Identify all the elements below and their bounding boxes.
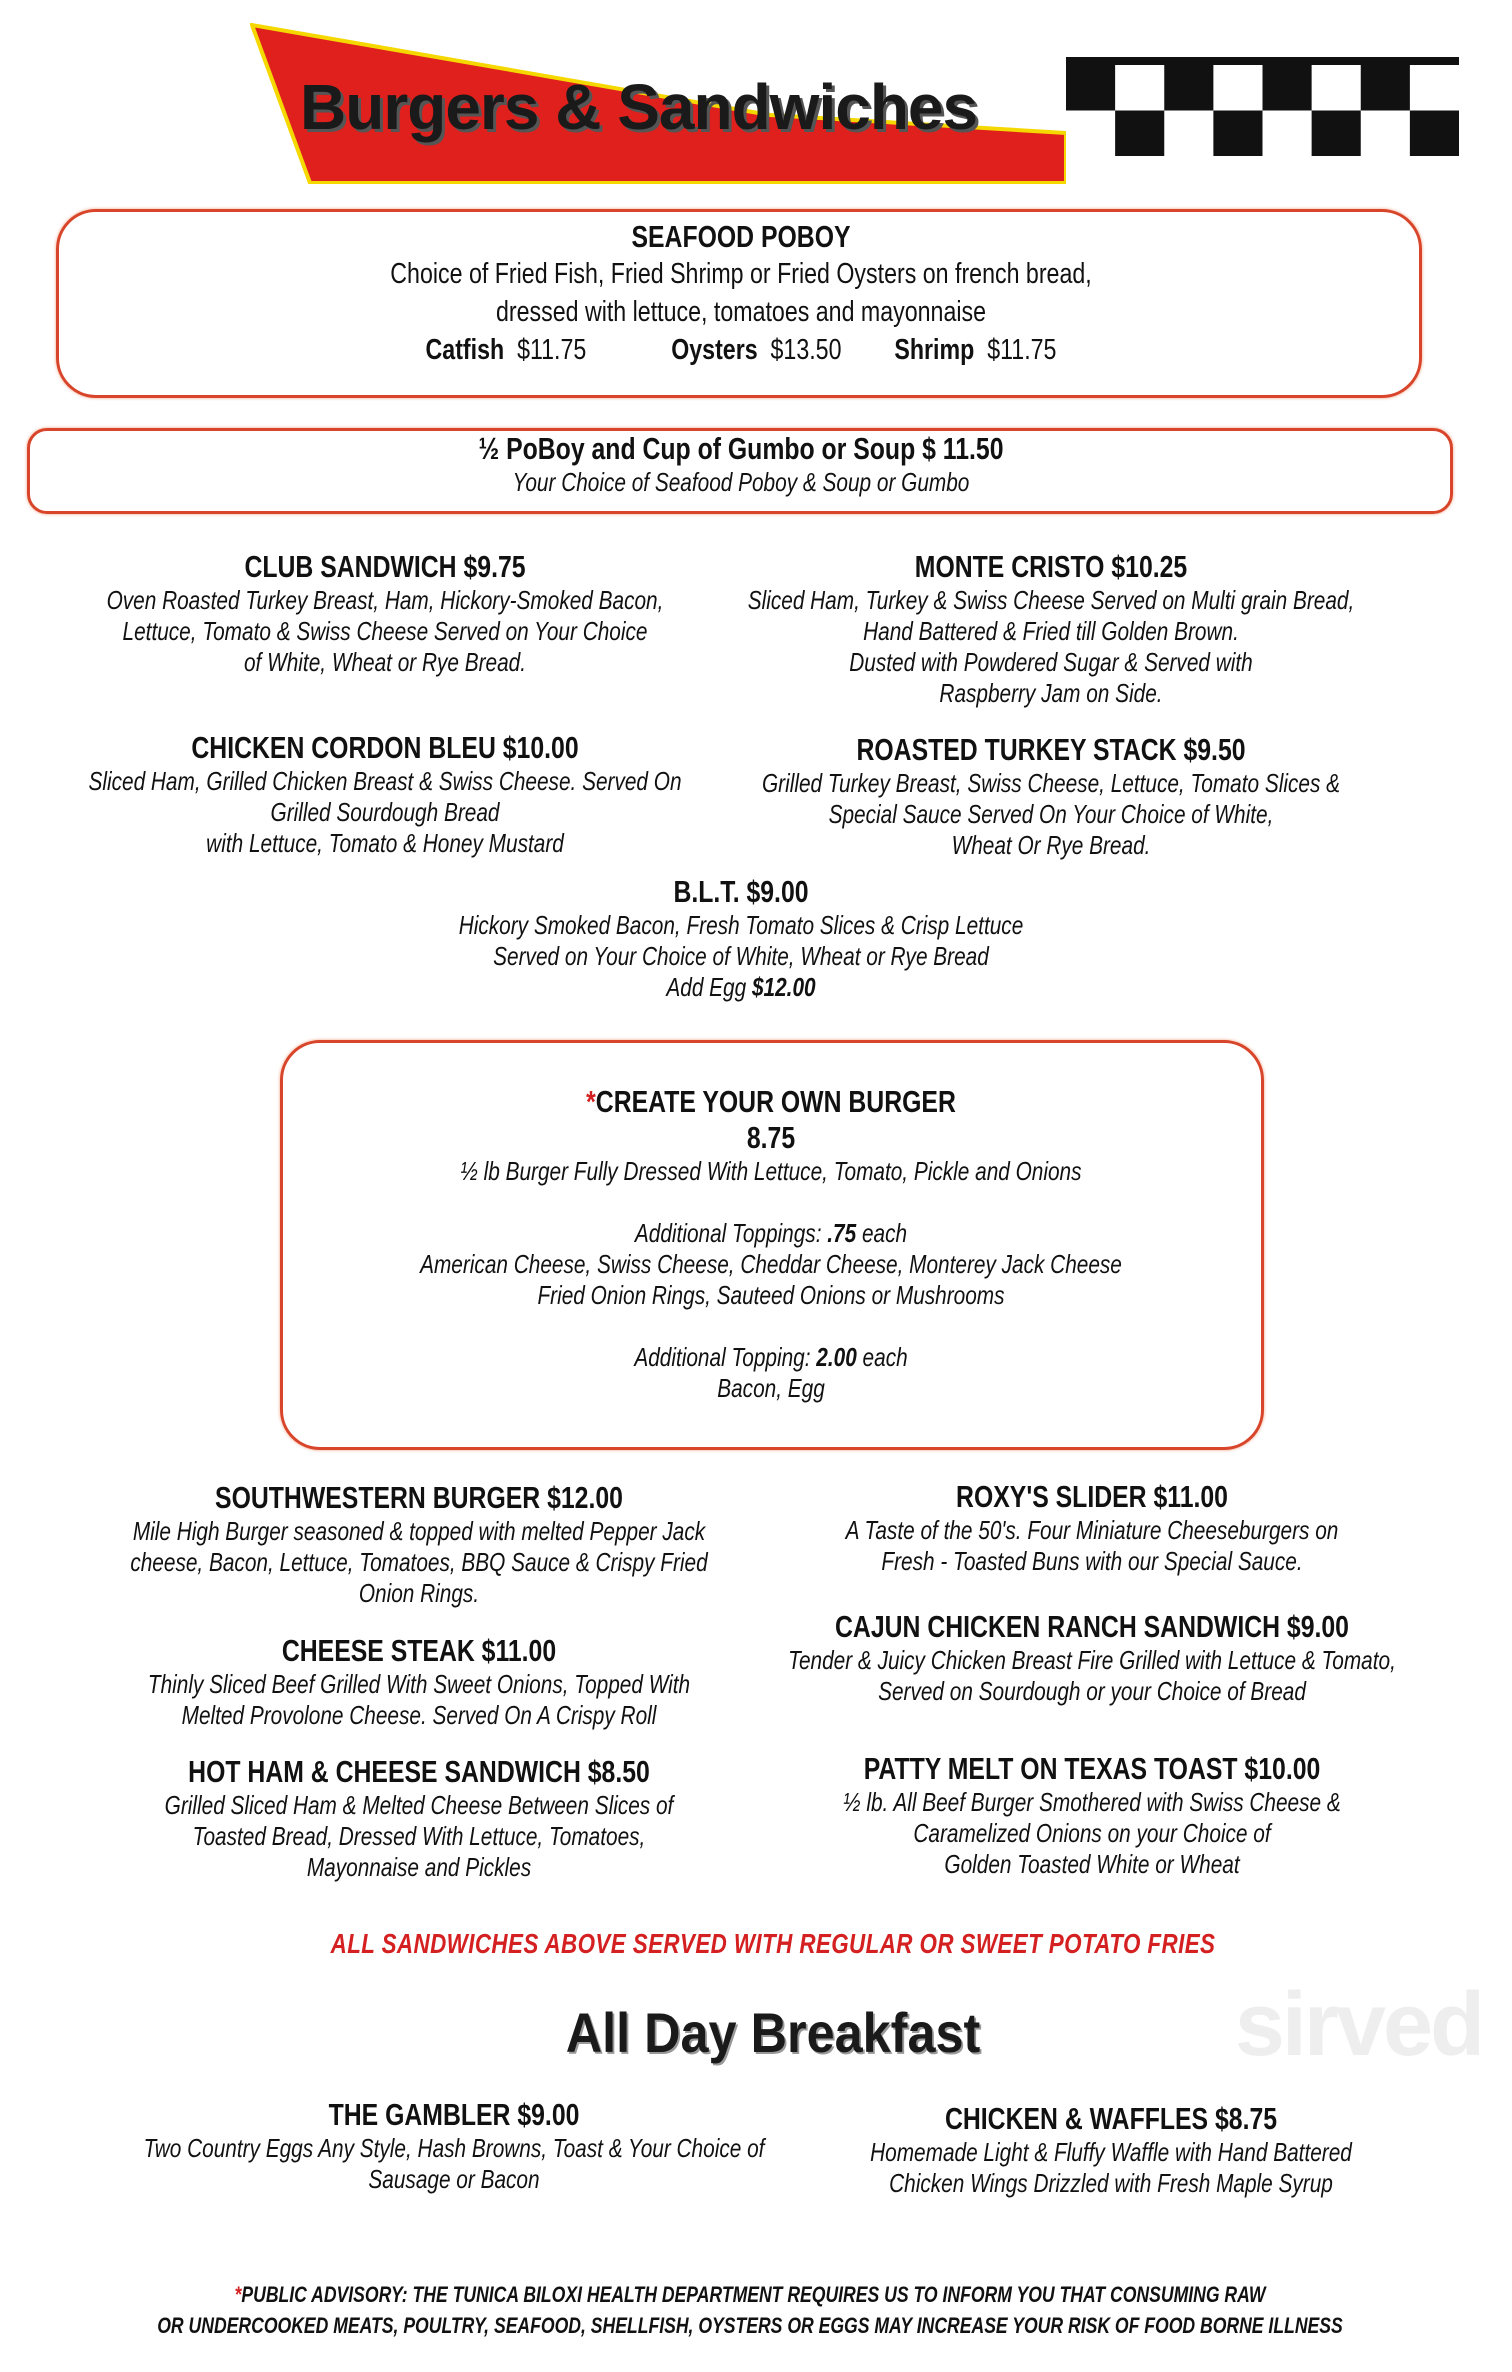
add-egg-line xyxy=(459,972,1024,1003)
price-row xyxy=(390,331,1091,369)
item-title: SOUTHWESTERN BURGER $12.00 xyxy=(215,1480,623,1515)
price: $11.75 xyxy=(517,334,587,366)
item-description: Wheat Or Rye Bread. xyxy=(951,830,1151,860)
menu-item-roxys-slider xyxy=(846,1479,1339,1577)
menu-item-the-gambler xyxy=(144,2097,765,2195)
item-description: A Taste of the 50's. Four Miniature Cheeseburgers on xyxy=(845,1515,1339,1545)
item-description: Oven Roasted Turkey Breast, Ham, Hickory-Smoked Bacon, xyxy=(106,585,664,615)
price: .75 xyxy=(827,1218,857,1248)
price-label: Oysters xyxy=(671,334,758,366)
title-text: CREATE YOUR OWN BURGER xyxy=(595,1084,956,1119)
item-title: CAJUN CHICKEN RANCH SANDWICH $9.00 xyxy=(835,1609,1349,1644)
checker-square xyxy=(1115,111,1164,157)
item-description: Served on Sourdough or your Choice of Bread xyxy=(878,1676,1306,1706)
item-description: Hand Battered & Fried till Golden Brown. xyxy=(863,616,1239,646)
item-title: ROXY'S SLIDER $11.00 xyxy=(956,1479,1228,1514)
item-title: THE GAMBLER $9.00 xyxy=(328,2097,580,2132)
item-title: B.L.T. $9.00 xyxy=(673,874,809,909)
item-title: PATTY MELT ON TEXAS TOAST $10.00 xyxy=(863,1751,1321,1786)
checker-square xyxy=(1361,65,1410,111)
item-description: Grilled Sliced Ham & Melted Cheese Between Slices of xyxy=(164,1790,674,1820)
checker-square xyxy=(1213,111,1262,157)
menu-item-southwestern-burger xyxy=(130,1480,707,1609)
item-description: Onion Rings. xyxy=(358,1578,480,1608)
item-description: Thinly Sliced Beef Grilled With Sweet Onions, Topped With xyxy=(147,1669,691,1699)
item-description: Served on Your Choice of White, Wheat or Rye Bread xyxy=(493,941,989,971)
item-description: with Lettuce, Tomato & Honey Mustard xyxy=(206,828,564,858)
item-description: Sausage or Bacon xyxy=(368,2164,540,2194)
advisory-line xyxy=(157,2279,1343,2310)
menu-item-blt xyxy=(459,874,1024,1003)
item-description: Hickory Smoked Bacon, Fresh Tomato Slices & Crisp Lettuce xyxy=(458,910,1024,940)
item-title: ROASTED TURKEY STACK $9.50 xyxy=(856,732,1246,767)
item-description: Lettuce, Tomato & Swiss Cheese Served on Your Choice xyxy=(122,616,648,646)
item-description: Toasted Bread, Dressed With Lettuce, Tomatoes, xyxy=(192,1821,646,1851)
watermark: sirved xyxy=(1234,1975,1482,2075)
item-description: Dusted with Powdered Sugar & Served with xyxy=(849,647,1253,677)
menu-item-monte-cristo xyxy=(748,549,1355,709)
item-description: Sliced Ham, Turkey & Swiss Cheese Served on Multi grain Bread, xyxy=(747,585,1355,615)
item-description: Special Sauce Served On Your Choice of White, xyxy=(828,799,1274,829)
price: $13.50 xyxy=(770,334,842,366)
section-title-burgers-sandwiches: Burgers & Sandwiches xyxy=(300,71,978,143)
item-description: Homemade Light & Fluffy Waffle with Hand Battered xyxy=(870,2137,1352,2167)
item-description: Two Country Eggs Any Style, Hash Browns, Toast & Your Choice of xyxy=(143,2133,765,2163)
item-description: Grilled Turkey Breast, Swiss Cheese, Lettuce, Tomato Slices & xyxy=(761,768,1341,798)
item-title: SEAFOOD POBOY xyxy=(631,219,851,254)
item-description: ½ lb. All Beef Burger Smothered with Swiss Cheese & xyxy=(843,1787,1341,1817)
price-label: Shrimp xyxy=(894,334,975,366)
checker-square xyxy=(1263,65,1312,111)
item-title: ½ PoBoy and Cup of Gumbo or Soup $ 11.50 xyxy=(478,431,1004,466)
item-description: Sliced Ham, Grilled Chicken Breast & Swiss Cheese. Served On xyxy=(88,766,682,796)
suffix: each xyxy=(856,1218,908,1248)
checkered-flag-pattern xyxy=(1066,57,1459,156)
item-description: Mile High Burger seasoned & topped with melted Pepper Jack xyxy=(132,1516,706,1546)
item-description: dressed with lettuce, tomatoes and mayonnaise xyxy=(495,296,987,328)
label: Additional Toppings: xyxy=(634,1218,828,1248)
advisory-text: PUBLIC ADVISORY: THE TUNICA BILOXI HEALTH DEPARTMENT REQUIRES US TO INFORM YOU THAT CONSUMING RAW xyxy=(241,2282,1266,2307)
price: $11.75 xyxy=(987,334,1057,366)
item-description: ½ lb Burger Fully Dressed With Lettuce, Tomato, Pickle and Onions xyxy=(460,1156,1082,1186)
fries-note: ALL SANDWICHES ABOVE SERVED WITH REGULAR OR SWEET POTATO FRIES xyxy=(330,1928,1216,1959)
toppings-list: American Cheese, Swiss Cheese, Cheddar Cheese, Monterey Jack Cheese xyxy=(420,1249,1122,1279)
item-description: Fresh - Toasted Buns with our Special Sauce. xyxy=(881,1546,1303,1576)
section-title-all-day-breakfast: All Day Breakfast xyxy=(565,2001,981,2064)
menu-item-club-sandwich xyxy=(107,549,664,678)
checker-square xyxy=(1410,111,1459,157)
checker-square xyxy=(1312,111,1361,157)
checker-square xyxy=(1164,65,1213,111)
add-egg-label: Add Egg xyxy=(666,972,752,1002)
item-description: Choice of Fried Fish, Fried Shrimp or Fried Oysters on french bread, xyxy=(390,258,1092,290)
seafood-poboy xyxy=(390,219,1091,369)
item-description: Your Choice of Seafood Poboy & Soup or Gumbo xyxy=(512,467,970,497)
menu-item-patty-melt xyxy=(843,1751,1341,1880)
menu-item-chicken-cordon-bleu xyxy=(88,730,681,859)
item-description: Raspberry Jam on Side. xyxy=(939,678,1163,708)
half-poboy-combo xyxy=(478,431,1003,498)
item-title: MONTE CRISTO $10.25 xyxy=(914,549,1188,584)
menu-item-cheese-steak xyxy=(148,1633,690,1731)
checker-square xyxy=(1066,65,1115,111)
menu-item-roasted-turkey-stack xyxy=(762,732,1340,861)
item-title xyxy=(420,1084,1122,1120)
item-description: Grilled Sourdough Bread xyxy=(270,797,500,827)
item-description: Tender & Juicy Chicken Breast Fire Grilled with Lettuce & Tomato, xyxy=(788,1645,1396,1675)
item-description: of White, Wheat or Rye Bread. xyxy=(243,647,527,677)
add-egg-price: $12.00 xyxy=(751,972,816,1002)
toppings-list: Bacon, Egg xyxy=(717,1373,825,1403)
item-description: cheese, Bacon, Lettuce, Tomatoes, BBQ Sauce & Crispy Fried xyxy=(130,1547,708,1577)
asterisk: * xyxy=(234,2282,242,2307)
item-description: Chicken Wings Drizzled with Fresh Maple Syrup xyxy=(889,2168,1333,2198)
item-title: CLUB SANDWICH $9.75 xyxy=(244,549,526,584)
menu-item-chicken-waffles xyxy=(870,2101,1352,2199)
item-description: Caramelized Onions on your Choice of xyxy=(913,1818,1271,1848)
asterisk: * xyxy=(586,1084,596,1119)
item-description: Mayonnaise and Pickles xyxy=(306,1852,532,1882)
label: Additional Topping: xyxy=(634,1342,817,1372)
menu-item-hot-ham-cheese xyxy=(165,1754,674,1883)
toppings-heading xyxy=(420,1342,1122,1373)
item-title: HOT HAM & CHEESE SANDWICH $8.50 xyxy=(188,1754,650,1789)
toppings-heading xyxy=(420,1218,1122,1249)
suffix: each xyxy=(856,1342,908,1372)
create-your-own-burger xyxy=(420,1084,1122,1404)
price: 2.00 xyxy=(816,1342,857,1372)
item-description: Melted Provolone Cheese. Served On A Crispy Roll xyxy=(181,1700,657,1730)
item-title: CHICKEN & WAFFLES $8.75 xyxy=(944,2101,1278,2136)
public-advisory xyxy=(157,2279,1343,2341)
item-price: 8.75 xyxy=(746,1120,796,1155)
item-title: CHEESE STEAK $11.00 xyxy=(281,1633,557,1668)
menu-item-cajun-chicken-ranch xyxy=(788,1609,1396,1707)
advisory-line: OR UNDERCOOKED MEATS, POULTRY, SEAFOOD, SHELLFISH, OYSTERS OR EGGS MAY INCREASE YOUR RISK OF FOOD BORNE ILLNESS xyxy=(157,2313,1343,2338)
item-title: CHICKEN CORDON BLEU $10.00 xyxy=(191,730,579,765)
price-label: Catfish xyxy=(425,334,505,366)
item-description: Golden Toasted White or Wheat xyxy=(944,1849,1240,1879)
toppings-list: Fried Onion Rings, Sauteed Onions or Mushrooms xyxy=(537,1280,1005,1310)
